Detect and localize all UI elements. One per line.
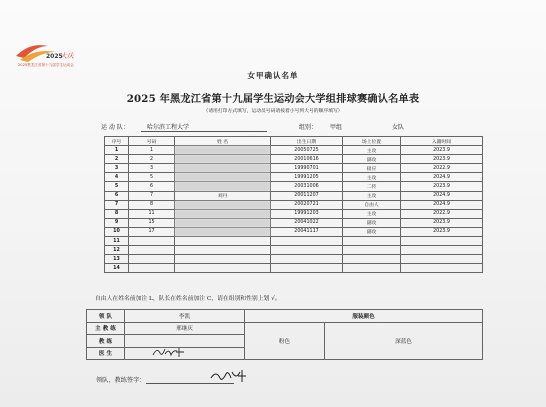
seq-cell: 13 xyxy=(105,255,129,264)
col-header-position: 场上位置 xyxy=(343,137,401,146)
enroll-cell: 2023.9 xyxy=(401,218,483,227)
number-cell: 3 xyxy=(129,164,175,173)
leader-label: 领 队 xyxy=(87,310,125,323)
position-cell: 主攻 xyxy=(343,173,401,182)
leader-handwritten-signature xyxy=(208,366,248,386)
staff-table xyxy=(86,309,483,360)
number-cell xyxy=(129,264,175,273)
enroll-cell: 2022.9 xyxy=(401,164,483,173)
seq-cell: 14 xyxy=(105,264,129,273)
name-cell-redacted xyxy=(175,227,271,236)
birth-cell: 20050725 xyxy=(271,146,343,155)
team-underline xyxy=(141,131,267,132)
enroll-cell xyxy=(401,255,483,264)
position-cell: 主攻 xyxy=(343,191,401,200)
name-cell xyxy=(175,264,271,273)
number-cell: 17 xyxy=(129,227,175,236)
gender-value: 女队 xyxy=(392,124,405,131)
seq-cell: 9 xyxy=(105,218,129,227)
signoff-label: 领队、教练签字： xyxy=(96,377,146,384)
team-label: 运 动 队： xyxy=(101,124,129,131)
birth-cell: 20041022 xyxy=(271,218,343,227)
seq-cell: 12 xyxy=(105,246,129,255)
uniform-color-1: 粉色 xyxy=(245,322,325,360)
table-row xyxy=(105,255,483,264)
position-cell: 接应 xyxy=(343,164,401,173)
doctor-value xyxy=(125,347,245,360)
name-cell-redacted xyxy=(175,146,271,155)
position-cell: 副攻 xyxy=(343,218,401,227)
number-cell: 11 xyxy=(129,209,175,218)
birth-cell: 20031006 xyxy=(271,182,343,191)
enroll-cell xyxy=(401,246,483,255)
roster-header-row xyxy=(105,137,483,146)
name-cell-redacted xyxy=(175,209,271,218)
doctor-handwritten-signature xyxy=(151,347,191,359)
position-cell: 主攻 xyxy=(343,146,401,155)
name-cell: 刘丹 xyxy=(175,191,271,200)
seq-cell: 2 xyxy=(105,155,129,164)
position-cell xyxy=(343,246,401,255)
position-cell: 主攻 xyxy=(343,209,401,218)
enroll-cell xyxy=(401,237,483,246)
birth-cell xyxy=(271,264,343,273)
table-row xyxy=(105,237,483,246)
number-cell: 8 xyxy=(129,200,175,209)
number-cell: 5 xyxy=(129,173,175,182)
seq-cell: 8 xyxy=(105,209,129,218)
logo-caption: 2025黑龙江省第十九届学生运动会 xyxy=(18,63,74,67)
table-row xyxy=(105,164,483,173)
birth-cell: 19991205 xyxy=(271,173,343,182)
staff-row xyxy=(87,322,483,335)
assistant-coach-label: 教 练 xyxy=(87,335,125,348)
roster-table xyxy=(104,136,483,273)
birth-cell xyxy=(271,246,343,255)
position-cell: 二传 xyxy=(343,182,401,191)
seq-cell: 11 xyxy=(105,237,129,246)
document-title: 2025 年黑龙江省第十九届学生运动会大学组排球赛确认名单表 xyxy=(126,93,420,105)
table-row xyxy=(105,200,483,209)
name-cell-redacted xyxy=(175,164,271,173)
name-cell xyxy=(175,237,271,246)
roster-footnote: 自由人在姓名前加注 L，队长在姓名前加注 C，请在组别和性别上划 √。 xyxy=(95,296,281,302)
group-label: 组别： xyxy=(299,124,318,131)
col-header-birth: 出生日期 xyxy=(271,137,343,146)
name-cell-redacted xyxy=(175,173,271,182)
number-cell: 6 xyxy=(129,182,175,191)
team-value: 哈尔滨工程大学 xyxy=(147,124,190,131)
number-cell: 2 xyxy=(129,155,175,164)
enroll-cell xyxy=(401,264,483,273)
col-header-number: 号码 xyxy=(129,137,175,146)
leader-value: 李凯 xyxy=(125,310,245,323)
coach-value: 邢继庆 xyxy=(125,322,245,335)
table-row xyxy=(105,264,483,273)
assistant-coach-value xyxy=(125,335,245,348)
seq-cell: 4 xyxy=(105,173,129,182)
name-cell xyxy=(175,246,271,255)
col-header-seq: 序号 xyxy=(105,137,129,146)
document-subtitle: 女甲确认名单 xyxy=(247,71,299,80)
number-cell: 1 xyxy=(129,146,175,155)
birth-cell: 20041117 xyxy=(271,227,343,236)
position-cell xyxy=(343,255,401,264)
table-row xyxy=(105,182,483,191)
document-note: （请用打印方式填写，运动员号码请按着小号到大号的顺序填写） xyxy=(203,109,343,114)
birth-cell xyxy=(271,237,343,246)
number-cell xyxy=(129,246,175,255)
enroll-cell: 2022.9 xyxy=(401,209,483,218)
number-cell xyxy=(129,237,175,246)
position-cell xyxy=(343,237,401,246)
coach-label: 主 教 练 xyxy=(87,322,125,335)
table-row xyxy=(105,173,483,182)
group-value: 甲组 xyxy=(330,124,343,131)
table-row xyxy=(105,146,483,155)
col-header-enroll: 入籍时间 xyxy=(401,137,483,146)
birth-cell: 19990701 xyxy=(271,164,343,173)
seq-cell: 5 xyxy=(105,182,129,191)
enroll-cell: 2023.9 xyxy=(401,227,483,236)
number-cell: 7 xyxy=(129,191,175,200)
enroll-cell: 2023.9 xyxy=(401,182,483,191)
table-row xyxy=(105,246,483,255)
seq-cell: 3 xyxy=(105,164,129,173)
name-cell-redacted xyxy=(175,200,271,209)
seq-cell: 6 xyxy=(105,191,129,200)
birth-cell: 20020721 xyxy=(271,200,343,209)
table-row xyxy=(105,218,483,227)
birth-cell xyxy=(271,255,343,264)
name-cell-redacted xyxy=(175,155,271,164)
position-cell: 副攻 xyxy=(343,227,401,236)
table-row xyxy=(105,227,483,236)
number-cell xyxy=(129,255,175,264)
seq-cell: 10 xyxy=(105,227,129,236)
table-row xyxy=(105,155,483,164)
svg-text:2025: 2025 xyxy=(46,53,63,60)
table-row xyxy=(105,191,483,200)
uniform-color-2: 深蓝色 xyxy=(325,322,483,360)
number-cell: 15 xyxy=(129,218,175,227)
table-row xyxy=(105,209,483,218)
seq-cell: 7 xyxy=(105,200,129,209)
position-cell xyxy=(343,264,401,273)
enroll-cell: 2024.9 xyxy=(401,200,483,209)
staff-row xyxy=(87,310,483,323)
seq-cell: 1 xyxy=(105,146,129,155)
name-cell xyxy=(175,255,271,264)
name-cell-redacted xyxy=(175,182,271,191)
birth-cell: 20011207 xyxy=(271,191,343,200)
doctor-label: 医 生 xyxy=(87,347,125,360)
name-cell-redacted xyxy=(175,218,271,227)
enroll-cell: 2024.9 xyxy=(401,173,483,182)
svg-text:大庆: 大庆 xyxy=(60,52,74,60)
position-cell: 自由人 xyxy=(343,200,401,209)
position-cell: 副攻 xyxy=(343,155,401,164)
enroll-cell: 2023.9 xyxy=(401,155,483,164)
birth-cell: 19991203 xyxy=(271,209,343,218)
enroll-cell: 2024.9 xyxy=(401,191,483,200)
col-header-name: 姓 名 xyxy=(175,137,271,146)
enroll-cell: 2023.9 xyxy=(401,146,483,155)
birth-cell: 20010616 xyxy=(271,155,343,164)
uniform-color-label: 服装颜色 xyxy=(245,310,483,323)
